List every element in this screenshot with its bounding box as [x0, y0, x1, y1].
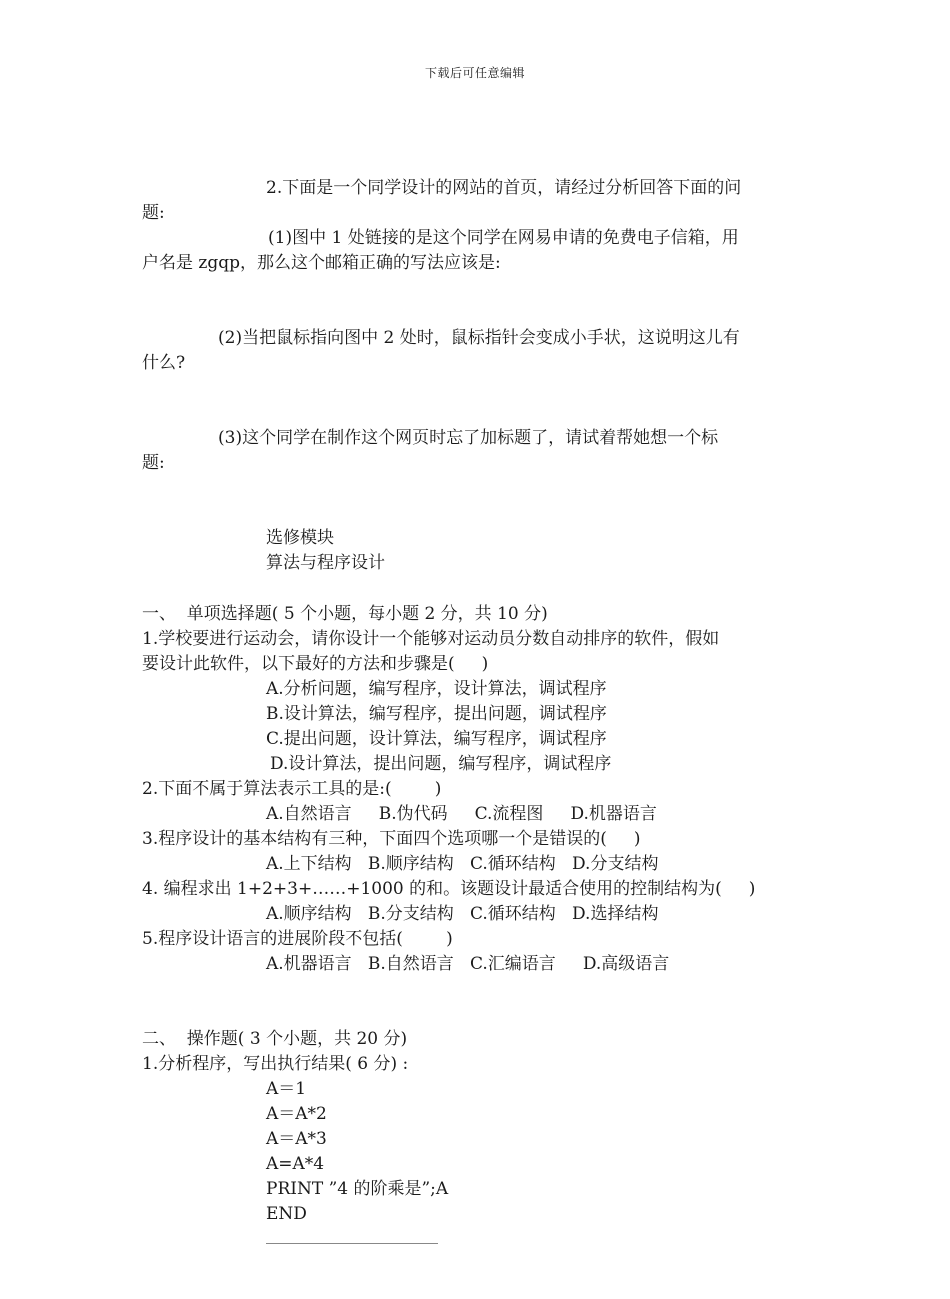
mc-question-3-options: A.上下结构 B.顺序结构 C.循环结构 D.分支结构 — [266, 854, 659, 874]
module-subtitle: 算法与程序设计 — [266, 553, 385, 573]
mc-question-1-line-2: 要设计此软件，以下最好的方法和步骤是( ) — [142, 654, 489, 674]
question-2-part-2-line-2: 什么? — [142, 353, 186, 373]
code-line: A＝1 — [266, 1079, 307, 1099]
document-body — [142, 176, 812, 1244]
question-2-part-2-line-1: (2)当把鼠标指向图中 2 处时，鼠标指针会变成小手状，这说明这儿有 — [218, 328, 740, 348]
mc-question-3: 3.程序设计的基本结构有三种，下面四个选项哪一个是错误的( ) — [142, 829, 641, 849]
section-2-heading: 二、 操作题( 3 个小题，共 20 分) — [142, 1029, 408, 1049]
code-line: PRINT ”4 的阶乘是”;A — [266, 1179, 449, 1199]
question-2-part-1-line-1: (1)图中 1 处链接的是这个同学在网易申请的免费电子信箱，用 — [268, 228, 739, 248]
code-line: END — [266, 1204, 307, 1224]
mc-question-1-option-b: B.设计算法，编写程序，提出问题，调试程序 — [266, 704, 607, 724]
mc-question-1-option-a: A.分析问题，编写程序，设计算法，调试程序 — [266, 679, 607, 699]
mc-question-1-line-1: 1.学校要进行运动会，请你设计一个能够对运动员分数自动排序的软件，假如 — [142, 629, 720, 649]
section-1-heading: 一、 单项选择题( 5 个小题，每小题 2 分，共 10 分) — [142, 604, 548, 624]
mc-question-1-option-c: C.提出问题，设计算法，编写程序，调试程序 — [266, 729, 607, 749]
question-2-part-3-line-1: (3)这个同学在制作这个网页时忘了加标题了，请试着帮她想一个标 — [218, 428, 719, 448]
mc-question-4-options: A.顺序结构 B.分支结构 C.循环结构 D.选择结构 — [266, 904, 659, 924]
question-2-line-2: 题: — [142, 203, 165, 223]
question-2-part-1-line-2: 户名是 zgqp，那么这个邮箱正确的写法应该是: — [142, 253, 501, 273]
question-2-line-1: 2.下面是一个同学设计的网站的首页，请经过分析回答下面的问 — [266, 178, 742, 198]
module-title: 选修模块 — [266, 528, 334, 548]
mc-question-2-options: A.自然语言 B.伪代码 C.流程图 D.机器语言 — [266, 804, 657, 824]
code-line: A＝A*3 — [266, 1129, 327, 1149]
mc-question-2: 2.下面不属于算法表示工具的是:( ) — [142, 779, 442, 799]
mc-question-5-options: A.机器语言 B.自然语言 C.汇编语言 D.高级语言 — [266, 954, 670, 974]
page-header: 下载后可任意编辑 — [424, 66, 525, 80]
mc-question-4: 4. 编程求出 1+2+3+……+1000 的和。该题设计最适合使用的控制结构为( ) — [142, 879, 756, 899]
mc-question-5: 5.程序设计语言的进展阶段不包括( ) — [142, 929, 453, 949]
answer-blank-line — [266, 1243, 438, 1244]
mc-question-1-option-d: D.设计算法，提出问题，编写程序，调试程序 — [270, 754, 612, 774]
question-2-part-3-line-2: 题: — [142, 453, 165, 473]
code-line: A＝A*2 — [266, 1104, 327, 1124]
op-question-1: 1.分析程序，写出执行结果( 6 分) : — [142, 1054, 409, 1074]
code-line: A=A*4 — [266, 1154, 325, 1174]
